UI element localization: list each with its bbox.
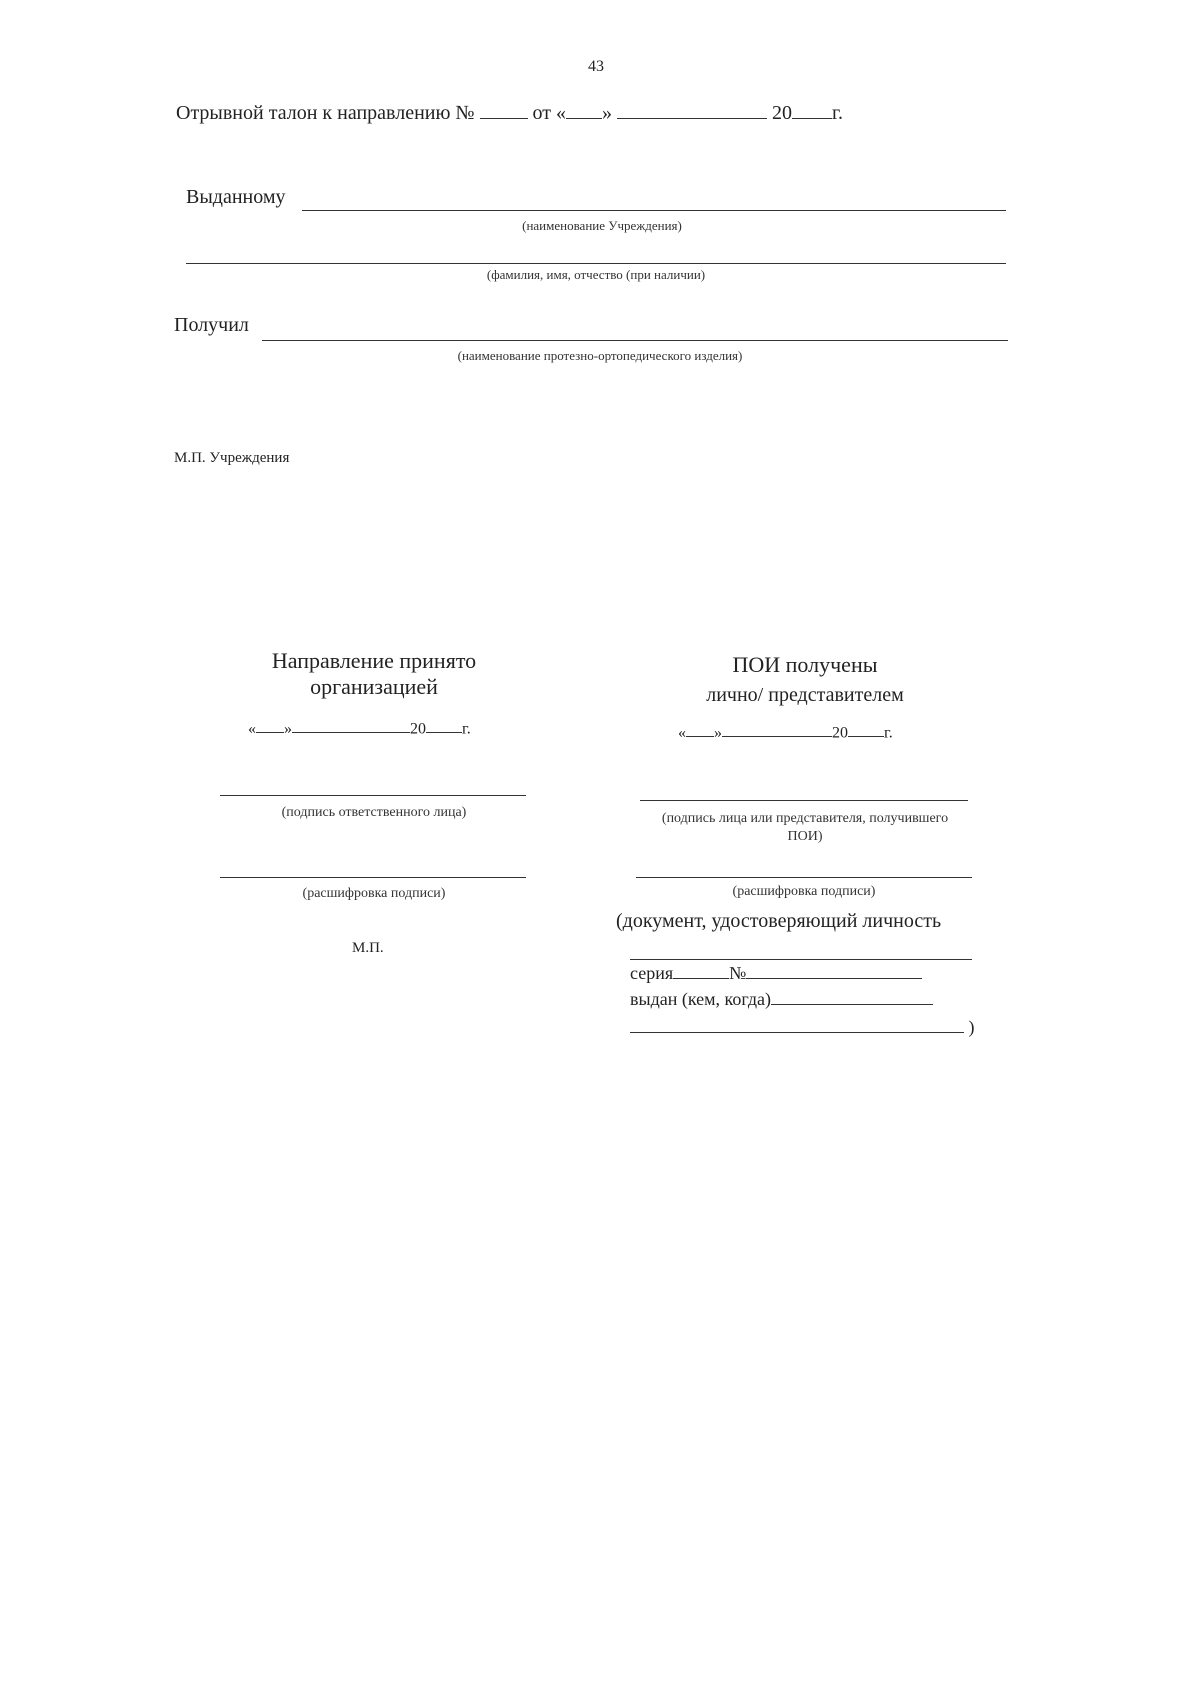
left-title-line1: Направление принято bbox=[271, 648, 477, 673]
left-signature-caption: (подпись ответственного лица) bbox=[281, 805, 467, 820]
header-year-suffix: г. bbox=[832, 102, 843, 124]
left-year-prefix: 20 bbox=[410, 720, 426, 738]
right-decoding-caption: (расшифровка подписи) bbox=[732, 884, 876, 899]
right-date-close: » bbox=[714, 724, 722, 742]
header-quote-close: » bbox=[602, 102, 612, 124]
left-date-open: « bbox=[248, 720, 256, 738]
series-number-row bbox=[630, 962, 922, 984]
right-block-title bbox=[640, 650, 970, 710]
left-title-line2: организацией bbox=[310, 674, 438, 699]
page-number: 43 bbox=[588, 58, 604, 75]
right-month-field[interactable] bbox=[722, 722, 832, 737]
left-month-field[interactable] bbox=[292, 718, 410, 733]
doc-number-field[interactable] bbox=[746, 962, 922, 979]
issued-label: Выданному bbox=[186, 186, 286, 208]
number-label: № bbox=[729, 963, 747, 984]
header-day-field[interactable] bbox=[566, 100, 602, 119]
right-day-field[interactable] bbox=[686, 722, 714, 737]
left-date-close: » bbox=[284, 720, 292, 738]
left-day-field[interactable] bbox=[256, 718, 284, 733]
right-signature-caption-line2: ПОИ) bbox=[787, 829, 823, 844]
issued-by-continuation-field[interactable] bbox=[630, 1016, 964, 1033]
full-name-caption: (фамилия, имя, отчество (при наличии) bbox=[486, 267, 706, 282]
left-block-title bbox=[214, 648, 534, 700]
right-year-field[interactable] bbox=[848, 722, 884, 737]
right-title-line1: ПОИ получены bbox=[732, 652, 878, 677]
left-stamp: М.П. bbox=[352, 940, 384, 956]
right-year-suffix: г. bbox=[884, 724, 893, 742]
right-title-line2: лично/ представителем bbox=[706, 684, 904, 706]
product-field[interactable] bbox=[262, 340, 1008, 341]
right-signature-caption bbox=[610, 810, 1000, 846]
left-signature-field[interactable] bbox=[220, 795, 526, 796]
left-decoding-field[interactable] bbox=[220, 877, 526, 878]
institution-caption: (наименование Учреждения) bbox=[522, 218, 682, 233]
header-month-field[interactable] bbox=[617, 100, 767, 119]
direction-number-field[interactable] bbox=[480, 100, 528, 119]
header-year-field[interactable] bbox=[792, 100, 832, 119]
institution-field[interactable] bbox=[302, 210, 1006, 211]
identity-document-label: (документ, удостоверяющий личность bbox=[616, 910, 942, 932]
right-date bbox=[678, 722, 893, 742]
left-year-suffix: г. bbox=[462, 720, 471, 738]
received-label: Получил bbox=[174, 314, 249, 336]
issued-by-label: выдан (кем, когда) bbox=[630, 989, 772, 1010]
right-signature-field[interactable] bbox=[640, 800, 968, 801]
right-date-open: « bbox=[678, 724, 686, 742]
right-year-prefix: 20 bbox=[832, 724, 848, 742]
series-label: серия bbox=[630, 963, 674, 984]
identity-document-field[interactable] bbox=[630, 959, 972, 960]
product-caption: (наименование протезно-ортопедического изделия) bbox=[457, 348, 743, 363]
header-title: Отрывной талон к направлению № bbox=[176, 102, 475, 124]
issued-by-row bbox=[630, 988, 933, 1010]
full-name-field[interactable] bbox=[186, 263, 1006, 264]
tear-off-header bbox=[176, 100, 843, 125]
header-year-prefix: 20 bbox=[772, 102, 792, 124]
series-field[interactable] bbox=[673, 962, 729, 979]
header-from-label: от « bbox=[532, 102, 566, 124]
left-year-field[interactable] bbox=[426, 718, 462, 733]
issued-by-continuation-row bbox=[630, 1016, 975, 1038]
issued-by-field[interactable] bbox=[771, 988, 933, 1005]
right-decoding-field[interactable] bbox=[636, 877, 972, 878]
left-decoding-caption: (расшифровка подписи) bbox=[302, 886, 446, 901]
stamp-institution: М.П. Учреждения bbox=[174, 450, 290, 466]
right-signature-caption-line1: (подпись лица или представителя, получившего bbox=[661, 811, 949, 826]
left-date bbox=[248, 718, 471, 738]
closing-paren: ) bbox=[968, 1017, 975, 1038]
